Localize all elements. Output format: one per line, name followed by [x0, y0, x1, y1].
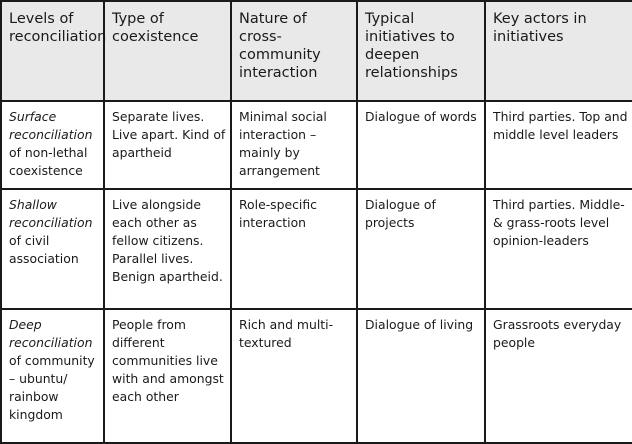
cell-interaction: Rich and multi-textured	[231, 309, 357, 443]
level-name: Deep reconciliation	[9, 317, 93, 350]
cell-initiatives: Dialogue of words	[357, 101, 485, 189]
table-header	[1, 1, 632, 101]
cell-interaction: Minimal social interaction – mainly by arrangement	[231, 101, 357, 189]
header-key-actors: Key actors in initiatives	[485, 1, 632, 101]
level-description: of non-lethal coexistence	[9, 145, 88, 178]
level-name: Surface reconciliation	[9, 109, 93, 142]
cell-level	[1, 309, 104, 443]
cell-actors: Third parties. Top and middle level leaders	[485, 101, 632, 189]
header-initiatives: Typical initiatives to deepen relationships	[357, 1, 485, 101]
cell-actors: Grassroots everyday people	[485, 309, 632, 443]
cell-actors: Third parties. Middle- & grass-roots level opinion-leaders	[485, 189, 632, 309]
cell-level	[1, 189, 104, 309]
cell-initiatives: Dialogue of living	[357, 309, 485, 443]
cell-interaction: Role-specific interaction	[231, 189, 357, 309]
header-interaction-nature: Nature of cross-community interaction	[231, 1, 357, 101]
cell-coexistence: People from different communities live with and amongst each other	[104, 309, 231, 443]
table-row	[1, 101, 632, 189]
header-row	[1, 1, 632, 101]
cell-initiatives: Dialogue of projects	[357, 189, 485, 309]
header-coexistence-type: Type of coexistence	[104, 1, 231, 101]
table-row	[1, 309, 632, 443]
cell-coexistence: Separate lives. Live apart. Kind of apartheid	[104, 101, 231, 189]
level-description: of civil association	[9, 233, 79, 266]
table-row	[1, 189, 632, 309]
cell-coexistence: Live alongside each other as fellow citizens. Parallel lives. Benign apartheid.	[104, 189, 231, 309]
header-levels: Levels of reconciliation	[1, 1, 104, 101]
level-name: Shallow reconciliation	[9, 197, 93, 230]
level-description: of community – ubuntu/ rainbow kingdom	[9, 353, 95, 422]
table-body	[1, 101, 632, 443]
cell-level	[1, 101, 104, 189]
